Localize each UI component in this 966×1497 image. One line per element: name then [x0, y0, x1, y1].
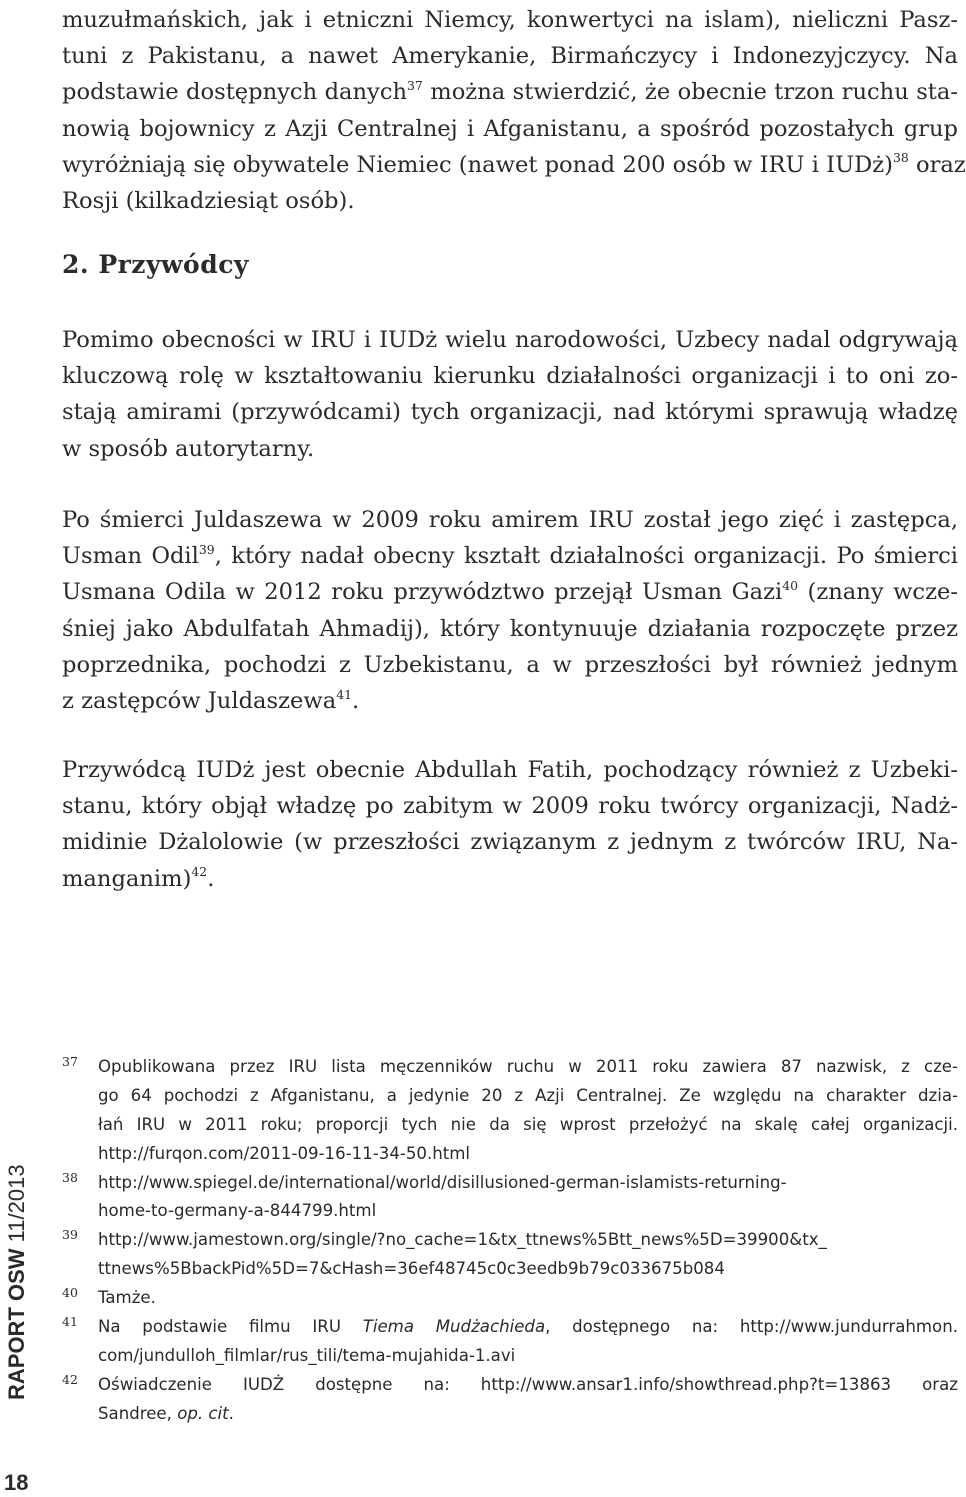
paragraph-1	[62, 2, 966, 219]
paragraph-4	[62, 752, 958, 897]
footnote-ref-39[interactable]: 39	[198, 541, 215, 557]
paragraph-2	[62, 322, 958, 467]
section-heading	[62, 250, 249, 279]
text-line: midinie Dżalolowie (w przeszłości związanym z jednym z twórców IRU, Na-	[62, 829, 958, 856]
text-line: stają amirami (przywódcami) tych organizacji, nad którymi sprawują władzę	[62, 399, 958, 426]
text-line: kluczową rolę w kształtowaniu kierunku działalności organizacji i to oni zo-	[62, 363, 958, 390]
footnote-number: 39	[62, 1227, 78, 1243]
footnote-link[interactable]: com/jundulloh_filmlar/rus_tili/tema-mujahida-1.avi	[98, 1345, 516, 1365]
footnote-number: 41	[62, 1314, 78, 1330]
text-line: Usmana Odila w 2012 roku przywództwo przejął Usman Gazi$^{40}$ (znany wcze-	[62, 578, 958, 606]
footnote-42	[62, 1371, 958, 1429]
paragraph-3	[62, 502, 958, 719]
footnote-link[interactable]: http://www.jamestown.org/single/?no_cache=1&tx_ttnews%5Btt_news%5D=39900&tx_	[98, 1230, 827, 1250]
text-line: podstawie dostępnych danych$^{37}$ można stwierdzić, że obecnie trzon ruchu sta-	[62, 78, 958, 106]
footnote-number: 40	[62, 1285, 78, 1301]
footnote-number: 38	[62, 1169, 78, 1185]
footnote-37	[62, 1053, 958, 1169]
text-line: Usman Odil$^{39}$, który nadał obecny kształt działalności organizacji. Po śmierci	[62, 541, 959, 570]
text-line: Pomimo obecności w IRU i IUDż wielu narodowości, Uzbecy nadal odgrywają	[62, 327, 958, 353]
footnote-link[interactable]: http://www.spiegel.de/international/world/disillusioned-german-islamists-returning-	[98, 1172, 787, 1192]
text-line: nowią bojownicy z Azji Centralnej i Afganistanu, a spośród pozostałych grup	[62, 115, 958, 142]
text-line: stanu, który objął władzę po zabitym w 2009 roku twórcy organizacji, Nadż-	[62, 793, 958, 820]
footnote-40	[62, 1284, 958, 1313]
text-line: śniej jako Abdulfatah Ahmadij), który kontynuuje działania rozpoczęte przez	[62, 615, 958, 642]
footnote-ref-41[interactable]: 41	[336, 686, 353, 702]
footnote-ref-42[interactable]: 42	[191, 864, 208, 880]
section-title: Przywódcy	[98, 250, 249, 279]
text-line: tuni z Pakistanu, a nawet Amerykanie, Birmańczycy i Indonezyjczycy. Na	[62, 43, 958, 70]
report-issue: 11/2013	[4, 1164, 29, 1243]
text-line: Po śmierci Juldaszewa w 2009 roku amirem IRU został jego zięć i zastępca,	[62, 507, 958, 533]
footnote-38	[62, 1169, 958, 1227]
text-line: Rosji (kilkadziesiąt osób).	[62, 187, 355, 214]
footnote-link[interactable]: http://furqon.com/2011-09-16-11-34-50.html	[98, 1143, 471, 1163]
text-line: wyróżniają się obywatele Niemiec (nawet ponad 200 osób w IRU i IUDż)$^{38}$ oraz	[62, 150, 966, 178]
footnote-link[interactable]: home-to-germany-a-844799.html	[98, 1201, 377, 1221]
footnote-41	[62, 1313, 958, 1371]
footnotes	[62, 1053, 958, 1429]
text-line: w sposób autorytarny.	[62, 435, 315, 462]
footnote-number: 37	[62, 1054, 78, 1069]
page-number: 18	[4, 1470, 29, 1495]
footnote-line: Sandree, op. cit.	[98, 1403, 234, 1423]
footnote-line: Na podstawie filmu IRU Tiema Mudżachieda, dostępnego na: http://www.jundurrahmon.	[98, 1317, 958, 1337]
footnote-39	[62, 1226, 958, 1284]
footnote-line: Oświadczenie IUDŻ dostępne na: http://www.ansar1.info/showthread.php?t=13863 oraz	[98, 1374, 958, 1394]
report-brand: RAPORT OSW	[4, 1248, 29, 1400]
section-number: 2.	[62, 250, 90, 279]
text-line: z zastępców Juldaszewa$^{41}$.	[62, 686, 360, 714]
text-line: manganim)$^{42}$.	[62, 864, 215, 892]
footnote-line: Tamże.	[98, 1288, 156, 1308]
text-line: poprzednika, pochodzi z Uzbekistanu, a w przeszłości był również jednym	[62, 651, 958, 678]
footnote-line: łań IRU w 2011 roku; proporcji tych nie da się wprost przełożyć na skalę całej organizacji.	[98, 1114, 958, 1134]
footnote-ref-38[interactable]: 38	[892, 150, 909, 166]
footnote-line: go 64 pochodzi z Afganistanu, a jedynie 20 z Azji Centralnej. Ze względu na charakter dzia-	[98, 1085, 958, 1105]
footnote-ref-40[interactable]: 40	[782, 578, 799, 594]
footnote-link[interactable]: ttnews%5BbackPid%5D=7&cHash=36ef48745c0c3eedb9b79c033675b084	[98, 1259, 725, 1279]
report-sidebar-label	[4, 1164, 30, 1400]
footnote-line: Opublikowana przez IRU lista męczenników ruchu w 2011 roku zawiera 87 nazwisk, z cze-	[98, 1057, 958, 1076]
footnote-ref-37[interactable]: 37	[407, 78, 423, 94]
text-line: Przywódcą IUDż jest obecnie Abdullah Fatih, pochodzący również z Uzbeki-	[62, 757, 958, 783]
text-line: muzułmańskich, jak i etniczni Niemcy, konwertyci na islam), nieliczni Pasz-	[62, 7, 958, 33]
footnote-number: 42	[62, 1371, 78, 1387]
